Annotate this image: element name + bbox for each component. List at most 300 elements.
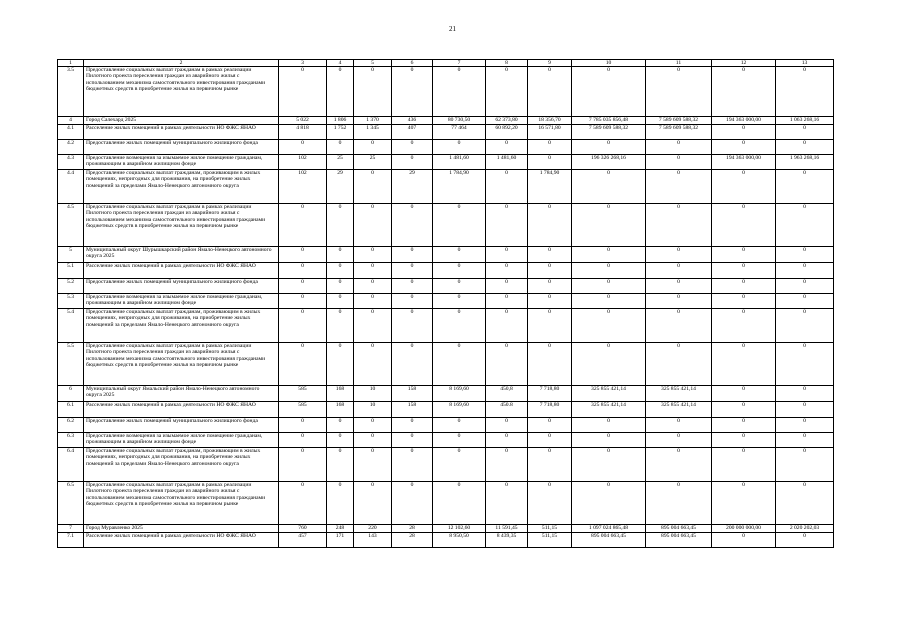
value-cell: 16 571,80 <box>528 125 572 140</box>
value-cell: 0 <box>528 279 572 294</box>
value-cell: 200 000 000,00 <box>712 525 776 533</box>
value-cell: 8 439,35 <box>486 533 528 548</box>
value-cell: 0 <box>712 433 776 448</box>
value-cell: 0 <box>354 170 392 204</box>
description-cell: Предоставление социальных выплат гражданам в рамках реализации Пилотного проекта переселения граждан из аварийного жилья с использованием механизма самостоятельного инвестирования гражданами бюджетных средств в приобретение жилья на первичном рынке <box>84 204 279 247</box>
value-cell: 0 <box>279 433 327 448</box>
value-cell: 0 <box>776 533 834 548</box>
value-cell: 0 <box>279 309 327 343</box>
description-cell: Муниципальный округ Ямальский район Ямало-Ненецкого автономного округа 2025 <box>84 386 279 402</box>
value-cell: 25 <box>354 155 392 170</box>
value-cell: 325 855 421,14 <box>572 402 646 418</box>
value-cell: 0 <box>712 170 776 204</box>
table-row <box>58 204 834 247</box>
value-cell: 1 784,90 <box>433 170 486 204</box>
value-cell: 0 <box>528 204 572 247</box>
value-cell: 0 <box>392 448 433 482</box>
value-cell: 0 <box>776 448 834 482</box>
value-cell: 0 <box>392 294 433 309</box>
table-row <box>58 117 834 125</box>
description-cell: Расселение жилых помещений в рамках деятельности НО ФЖС ЯНАО <box>84 263 279 279</box>
value-cell: 0 <box>327 433 354 448</box>
value-cell: 1 481,60 <box>486 155 528 170</box>
value-cell: 8 169,60 <box>433 402 486 418</box>
value-cell: 325 855 421,14 <box>646 402 712 418</box>
value-cell: 0 <box>433 309 486 343</box>
value-cell: 25 <box>327 155 354 170</box>
value-cell: 0 <box>572 279 646 294</box>
value-cell: 585 <box>279 402 327 418</box>
value-cell: 0 <box>392 155 433 170</box>
value-cell: 0 <box>712 279 776 294</box>
value-cell: 7 718,80 <box>528 402 572 418</box>
value-cell: 0 <box>486 140 528 155</box>
description-cell: Расселение жилых помещений в рамках деятельности НО ФЖС ЯНАО <box>84 402 279 418</box>
value-cell: 0 <box>433 67 486 117</box>
table-row <box>58 433 834 448</box>
row-number-cell: 5.1 <box>58 263 84 279</box>
description-cell: Предоставление социальных выплат гражданам в рамках реализации Пилотного проекта переселения граждан из аварийного жилья с использованием механизма самостоятельного инвестирования гражданами бюджетных средств в приобретение жилья на первичном рынке <box>84 67 279 117</box>
value-cell: 0 <box>572 482 646 525</box>
value-cell: 168 <box>327 386 354 402</box>
value-cell: 0 <box>327 263 354 279</box>
value-cell: 158 <box>392 402 433 418</box>
value-cell: 0 <box>433 279 486 294</box>
value-cell: 0 <box>279 343 327 386</box>
value-cell: 0 <box>486 263 528 279</box>
column-number-cell: 2 <box>84 60 279 67</box>
value-cell: 1 481,60 <box>433 155 486 170</box>
value-cell: 0 <box>528 448 572 482</box>
row-number-cell: 5.2 <box>58 279 84 294</box>
value-cell: 11 591,45 <box>486 525 528 533</box>
column-number-cell: 3 <box>279 60 327 67</box>
value-cell: 0 <box>392 247 433 263</box>
value-cell: 0 <box>279 448 327 482</box>
value-cell: 0 <box>486 170 528 204</box>
column-number-cell: 7 <box>433 60 486 67</box>
table-row <box>58 343 834 386</box>
description-cell: Предоставление возмещения за изымаемое жилое помещение гражданам, проживающим в аварийном жилищном фонде <box>84 155 279 170</box>
value-cell: 0 <box>572 433 646 448</box>
value-cell: 0 <box>354 279 392 294</box>
value-cell: 0 <box>528 309 572 343</box>
value-cell: 0 <box>433 343 486 386</box>
value-cell: 0 <box>572 204 646 247</box>
description-cell: Предоставление жилых помещений муниципального жилищного фонда <box>84 418 279 433</box>
row-number-cell: 6.5 <box>58 482 84 525</box>
value-cell: 0 <box>354 263 392 279</box>
value-cell: 0 <box>279 279 327 294</box>
description-cell: Предоставление социальных выплат гражданам в рамках реализации Пилотного проекта переселения граждан из аварийного жилья с использованием механизма самостоятельного инвестирования гражданами бюджетных средств в приобретение жилья на первичном рынке <box>84 343 279 386</box>
table-row <box>58 309 834 343</box>
value-cell: 0 <box>776 279 834 294</box>
value-cell: 196 326 268,16 <box>572 155 646 170</box>
value-cell: 28 <box>392 525 433 533</box>
value-cell: 895 004 663,45 <box>646 525 712 533</box>
value-cell: 28 <box>392 533 433 548</box>
column-number-cell: 1 <box>58 60 84 67</box>
value-cell: 0 <box>776 482 834 525</box>
value-cell: 0 <box>354 247 392 263</box>
value-cell: 0 <box>646 263 712 279</box>
row-number-cell: 4.4 <box>58 170 84 204</box>
value-cell: 0 <box>392 343 433 386</box>
value-cell: 1 097 024 865,48 <box>572 525 646 533</box>
value-cell: 0 <box>712 204 776 247</box>
column-number-cell: 11 <box>646 60 712 67</box>
value-cell: 0 <box>776 67 834 117</box>
value-cell: 0 <box>528 140 572 155</box>
value-cell: 0 <box>528 247 572 263</box>
value-cell: 0 <box>646 155 712 170</box>
description-cell: Предоставление возмещения за изымаемое жилое помещение гражданам, проживающим в аварийном жилищном фонде <box>84 433 279 448</box>
value-cell: 168 <box>327 402 354 418</box>
value-cell: 0 <box>327 482 354 525</box>
value-cell: 0 <box>572 67 646 117</box>
value-cell: 102 <box>279 170 327 204</box>
value-cell: 0 <box>327 448 354 482</box>
value-cell: 0 <box>776 386 834 402</box>
value-cell: 0 <box>776 204 834 247</box>
row-number-cell: 5.4 <box>58 309 84 343</box>
value-cell: 0 <box>528 418 572 433</box>
value-cell: 0 <box>486 67 528 117</box>
value-cell: 0 <box>712 263 776 279</box>
value-cell: 143 <box>354 533 392 548</box>
description-cell: Муниципальный округ Шурышкарский район Ямало-Ненецкого автономного округа 2025 <box>84 247 279 263</box>
value-cell: 0 <box>646 247 712 263</box>
value-cell: 0 <box>712 294 776 309</box>
value-cell: 0 <box>433 418 486 433</box>
column-number-cell: 5 <box>354 60 392 67</box>
value-cell: 0 <box>392 204 433 247</box>
value-cell: 77 464 <box>433 125 486 140</box>
value-cell: 450,8 <box>486 386 528 402</box>
value-cell: 0 <box>712 309 776 343</box>
value-cell: 10 <box>354 386 392 402</box>
value-cell: 220 <box>354 525 392 533</box>
value-cell: 7 785 035 856,48 <box>572 117 646 125</box>
value-cell: 0 <box>279 263 327 279</box>
value-cell: 0 <box>528 433 572 448</box>
value-cell: 0 <box>392 482 433 525</box>
value-cell: 0 <box>433 263 486 279</box>
value-cell: 0 <box>354 343 392 386</box>
value-cell: 29 <box>392 170 433 204</box>
value-cell: 0 <box>712 533 776 548</box>
value-cell: 7 589 609 588,32 <box>646 117 712 125</box>
table-row <box>58 418 834 433</box>
value-cell: 0 <box>712 418 776 433</box>
row-number-cell: 6.2 <box>58 418 84 433</box>
row-number-cell: 6.1 <box>58 402 84 418</box>
value-cell: 0 <box>279 204 327 247</box>
value-cell: 0 <box>433 482 486 525</box>
value-cell: 0 <box>776 263 834 279</box>
value-cell: 0 <box>712 125 776 140</box>
table-row <box>58 386 834 402</box>
value-cell: 895 004 663,45 <box>646 533 712 548</box>
description-cell: Расселение жилых помещений в рамках деятельности НО ФЖС ЯНАО <box>84 533 279 548</box>
row-number-cell: 5 <box>58 247 84 263</box>
value-cell: 0 <box>646 482 712 525</box>
column-number-cell: 6 <box>392 60 433 67</box>
value-cell: 0 <box>528 263 572 279</box>
value-cell: 248 <box>327 525 354 533</box>
value-cell: 0 <box>392 433 433 448</box>
row-number-cell: 4.3 <box>58 155 84 170</box>
value-cell: 0 <box>712 448 776 482</box>
value-cell: 5 022 <box>279 117 327 125</box>
value-cell: 10 <box>354 402 392 418</box>
row-number-cell: 6.3 <box>58 433 84 448</box>
value-cell: 0 <box>279 247 327 263</box>
value-cell: 1 370 <box>354 117 392 125</box>
value-cell: 0 <box>776 247 834 263</box>
column-number-cell: 13 <box>776 60 834 67</box>
row-number-cell: 4 <box>58 117 84 125</box>
row-number-cell: 4.5 <box>58 204 84 247</box>
value-cell: 80 730,50 <box>433 117 486 125</box>
value-cell: 0 <box>327 294 354 309</box>
value-cell: 194 363 000,00 <box>712 155 776 170</box>
value-cell: 0 <box>528 343 572 386</box>
table-row <box>58 170 834 204</box>
column-number-cell: 8 <box>486 60 528 67</box>
value-cell: 0 <box>354 418 392 433</box>
value-cell: 436 <box>392 117 433 125</box>
value-cell: 0 <box>646 294 712 309</box>
value-cell: 4 818 <box>279 125 327 140</box>
value-cell: 0 <box>327 418 354 433</box>
value-cell: 0 <box>486 448 528 482</box>
value-cell: 0 <box>279 140 327 155</box>
table-row <box>58 294 834 309</box>
value-cell: 158 <box>392 386 433 402</box>
value-cell: 0 <box>354 294 392 309</box>
value-cell: 0 <box>528 482 572 525</box>
value-cell: 102 <box>279 155 327 170</box>
value-cell: 0 <box>712 343 776 386</box>
description-cell: Предоставление социальных выплат гражданам, проживающим в жилых помещениях, непригодных для проживания, на приобретение жилых помещений за пределами Ямало-Ненецкого автономного округа <box>84 448 279 482</box>
row-number-cell: 6 <box>58 386 84 402</box>
value-cell: 0 <box>327 309 354 343</box>
value-cell: 0 <box>486 204 528 247</box>
value-cell: 0 <box>776 402 834 418</box>
value-cell: 0 <box>646 204 712 247</box>
value-cell: 0 <box>528 155 572 170</box>
value-cell: 511,15 <box>528 533 572 548</box>
value-cell: 7 718,80 <box>528 386 572 402</box>
column-number-cell: 12 <box>712 60 776 67</box>
value-cell: 0 <box>712 67 776 117</box>
value-cell: 0 <box>279 67 327 117</box>
value-cell: 0 <box>392 140 433 155</box>
table-row <box>58 482 834 525</box>
value-cell: 1 345 <box>354 125 392 140</box>
value-cell: 12 102,60 <box>433 525 486 533</box>
value-cell: 0 <box>646 343 712 386</box>
value-cell: 0 <box>776 433 834 448</box>
value-cell: 8 169,60 <box>433 386 486 402</box>
resettlement-table <box>57 59 834 548</box>
description-cell: Город Муравленко 2025 <box>84 525 279 533</box>
value-cell: 0 <box>572 448 646 482</box>
row-number-cell: 7.1 <box>58 533 84 548</box>
description-cell: Предоставление социальных выплат гражданам, проживающим в жилых помещениях, непригодных для проживания, на приобретение жилых помещений за пределами Ямало-Ненецкого автономного округа <box>84 309 279 343</box>
value-cell: 0 <box>646 433 712 448</box>
value-cell: 0 <box>327 204 354 247</box>
value-cell: 1 784,90 <box>528 170 572 204</box>
value-cell: 450.8 <box>486 402 528 418</box>
value-cell: 0 <box>528 294 572 309</box>
value-cell: 0 <box>646 67 712 117</box>
value-cell: 325 855 421,14 <box>646 386 712 402</box>
value-cell: 171 <box>327 533 354 548</box>
table-row <box>58 155 834 170</box>
value-cell: 0 <box>486 279 528 294</box>
value-cell: 0 <box>392 309 433 343</box>
value-cell: 0 <box>572 309 646 343</box>
value-cell: 0 <box>279 418 327 433</box>
value-cell: 8 950,50 <box>433 533 486 548</box>
value-cell: 29 <box>327 170 354 204</box>
value-cell: 7 589 609 588,32 <box>646 125 712 140</box>
value-cell: 0 <box>354 309 392 343</box>
value-cell: 0 <box>486 294 528 309</box>
table-row <box>58 263 834 279</box>
table-row <box>58 448 834 482</box>
value-cell: 0 <box>327 279 354 294</box>
value-cell: 0 <box>776 170 834 204</box>
value-cell: 0 <box>486 309 528 343</box>
value-cell: 0 <box>392 67 433 117</box>
value-cell: 0 <box>279 294 327 309</box>
value-cell: 0 <box>572 263 646 279</box>
value-cell: 0 <box>572 140 646 155</box>
value-cell: 0 <box>433 294 486 309</box>
value-cell: 1 063 268,16 <box>776 117 834 125</box>
description-cell: Предоставление социальных выплат гражданам в рамках реализации Пилотного проекта переселения граждан из аварийного жилья с использованием механизма самостоятельного инвестирования гражданами бюджетных средств в приобретение жилья на первичном рынке <box>84 482 279 525</box>
value-cell: 0 <box>712 482 776 525</box>
description-cell: Предоставление жилых помещений муниципального жилищного фонда <box>84 279 279 294</box>
value-cell: 0 <box>486 482 528 525</box>
value-cell: 457 <box>279 533 327 548</box>
row-number-cell: 5.5 <box>58 343 84 386</box>
value-cell: 0 <box>646 418 712 433</box>
description-cell: Город Салехард 2025 <box>84 117 279 125</box>
table-row <box>58 67 834 117</box>
value-cell: 511,15 <box>528 525 572 533</box>
value-cell: 0 <box>776 343 834 386</box>
row-number-cell: 3.5 <box>58 67 84 117</box>
value-cell: 1 963 268,16 <box>776 155 834 170</box>
value-cell: 0 <box>572 170 646 204</box>
value-cell: 0 <box>646 279 712 294</box>
value-cell: 407 <box>392 125 433 140</box>
value-cell: 0 <box>327 67 354 117</box>
table-row <box>58 402 834 418</box>
value-cell: 0 <box>776 294 834 309</box>
value-cell: 0 <box>646 309 712 343</box>
value-cell: 895 004 663,45 <box>572 533 646 548</box>
table-row <box>58 533 834 548</box>
value-cell: 1 806 <box>327 117 354 125</box>
value-cell: 0 <box>712 402 776 418</box>
value-cell: 0 <box>776 125 834 140</box>
value-cell: 7 589 609 588,32 <box>572 125 646 140</box>
table-row <box>58 247 834 263</box>
value-cell: 0 <box>327 343 354 386</box>
value-cell: 0 <box>776 418 834 433</box>
value-cell: 760 <box>279 525 327 533</box>
value-cell: 18 356,70 <box>528 117 572 125</box>
description-cell: Предоставление социальных выплат гражданам, проживающим в жилых помещениях, непригодных для проживания, на приобретение жилых помещений за пределами Ямало-Ненецкого автономного округа <box>84 170 279 204</box>
value-cell: 0 <box>392 418 433 433</box>
row-number-cell: 4.1 <box>58 125 84 140</box>
value-cell: 0 <box>327 247 354 263</box>
table-row <box>58 140 834 155</box>
value-cell: 0 <box>572 294 646 309</box>
table-row <box>58 279 834 294</box>
value-cell: 0 <box>433 247 486 263</box>
value-cell: 60 892,20 <box>486 125 528 140</box>
value-cell: 325 855 421,14 <box>572 386 646 402</box>
description-cell: Предоставление возмещения за изымаемое жилое помещение гражданам, проживающим в аварийном жилищном фонде <box>84 294 279 309</box>
table-row <box>58 525 834 533</box>
value-cell: 0 <box>486 343 528 386</box>
value-cell: 0 <box>572 418 646 433</box>
value-cell: 0 <box>486 247 528 263</box>
value-cell: 0 <box>327 140 354 155</box>
value-cell: 0 <box>712 140 776 155</box>
column-number-row <box>58 60 834 67</box>
value-cell: 0 <box>776 309 834 343</box>
value-cell: 0 <box>433 448 486 482</box>
value-cell: 0 <box>354 482 392 525</box>
value-cell: 0 <box>392 263 433 279</box>
page-number: 21 <box>449 25 456 33</box>
value-cell: 0 <box>712 247 776 263</box>
column-number-cell: 4 <box>327 60 354 67</box>
value-cell: 585 <box>279 386 327 402</box>
value-cell: 194 363 000,00 <box>712 117 776 125</box>
value-cell: 0 <box>646 170 712 204</box>
row-number-cell: 5.3 <box>58 294 84 309</box>
value-cell: 0 <box>354 140 392 155</box>
value-cell: 1 752 <box>327 125 354 140</box>
table-body <box>58 60 834 548</box>
value-cell: 0 <box>433 433 486 448</box>
column-number-cell: 10 <box>572 60 646 67</box>
value-cell: 0 <box>712 386 776 402</box>
value-cell: 0 <box>354 67 392 117</box>
value-cell: 0 <box>646 140 712 155</box>
value-cell: 0 <box>354 433 392 448</box>
value-cell: 0 <box>392 279 433 294</box>
row-number-cell: 7 <box>58 525 84 533</box>
row-number-cell: 4.2 <box>58 140 84 155</box>
value-cell: 0 <box>354 448 392 482</box>
value-cell: 0 <box>433 204 486 247</box>
column-number-cell: 9 <box>528 60 572 67</box>
description-cell: Предоставление жилых помещений муниципального жилищного фонда <box>84 140 279 155</box>
value-cell: 0 <box>279 482 327 525</box>
value-cell: 0 <box>486 418 528 433</box>
description-cell: Расселение жилых помещений в рамках деятельности НО ФЖС ЯНАО <box>84 125 279 140</box>
value-cell: 0 <box>646 448 712 482</box>
